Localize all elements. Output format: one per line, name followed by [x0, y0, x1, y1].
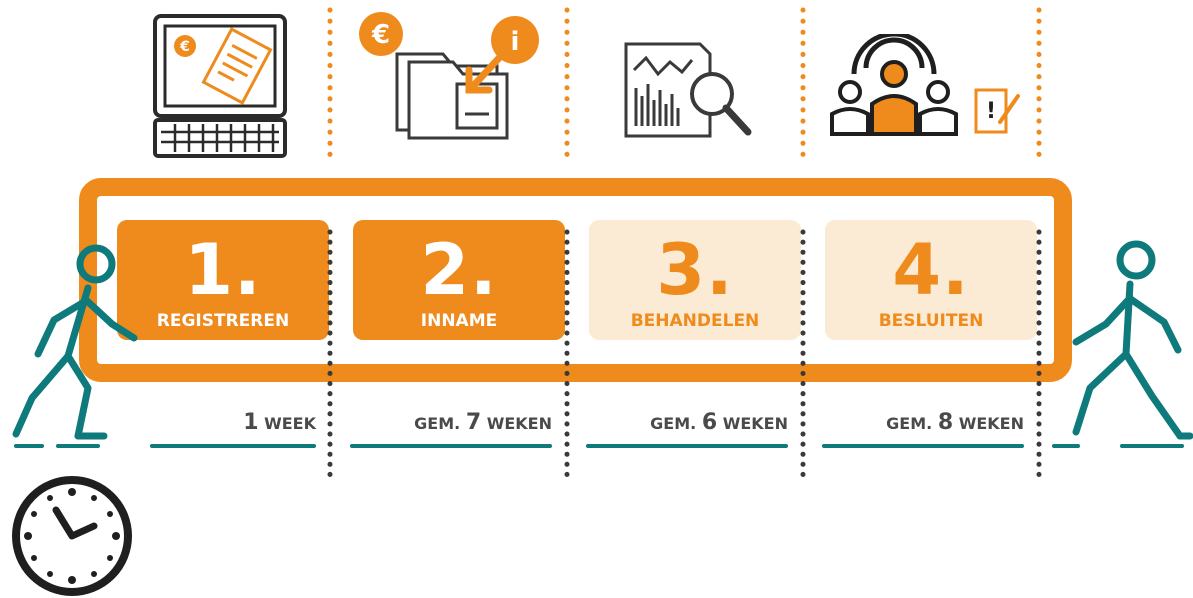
duration-2 [350, 405, 552, 441]
step-label: BEHANDELEN [630, 311, 760, 331]
duration-underline [822, 444, 1024, 448]
duration-number: 8 [937, 410, 954, 435]
computer-invoice-icon [145, 12, 295, 160]
svg-text:i: i [510, 27, 520, 57]
duration-number: 6 [701, 410, 718, 435]
walking-person-icon [1056, 232, 1193, 450]
report-magnifier-icon [618, 40, 758, 140]
duration-prefix: GEM. [650, 414, 697, 433]
svg-text:!: ! [985, 99, 997, 124]
clock-icon [8, 470, 140, 598]
duration-1 [150, 405, 316, 441]
step-number: 3. [656, 229, 734, 311]
step-number: 1. [184, 229, 262, 311]
duration-number: 7 [465, 410, 482, 435]
duration-3 [586, 405, 788, 441]
step-label: REGISTREREN [156, 311, 290, 331]
duration-unit: WEEK [264, 414, 316, 433]
svg-text:€: € [180, 39, 190, 55]
walking-person-icon [8, 238, 158, 450]
duration-underline [150, 444, 316, 448]
duration-prefix: GEM. [414, 414, 461, 433]
step-number: 4. [892, 229, 970, 311]
duration-unit: WEKEN [722, 414, 788, 433]
step-number: 2. [420, 229, 498, 311]
meeting-decision-icon [828, 34, 1028, 144]
duration-unit: WEKEN [958, 414, 1024, 433]
duration-underline [586, 444, 788, 448]
duration-prefix: GEM. [886, 414, 933, 433]
duration-number: 1 [243, 410, 259, 435]
svg-text:€: € [371, 20, 391, 50]
step-label: BESLUITEN [878, 311, 984, 331]
step-label: INNAME [420, 311, 498, 331]
duration-4 [822, 405, 1024, 441]
duration-underline [350, 444, 552, 448]
folder-euro-info-icon [357, 8, 547, 143]
duration-unit: WEKEN [486, 414, 552, 433]
